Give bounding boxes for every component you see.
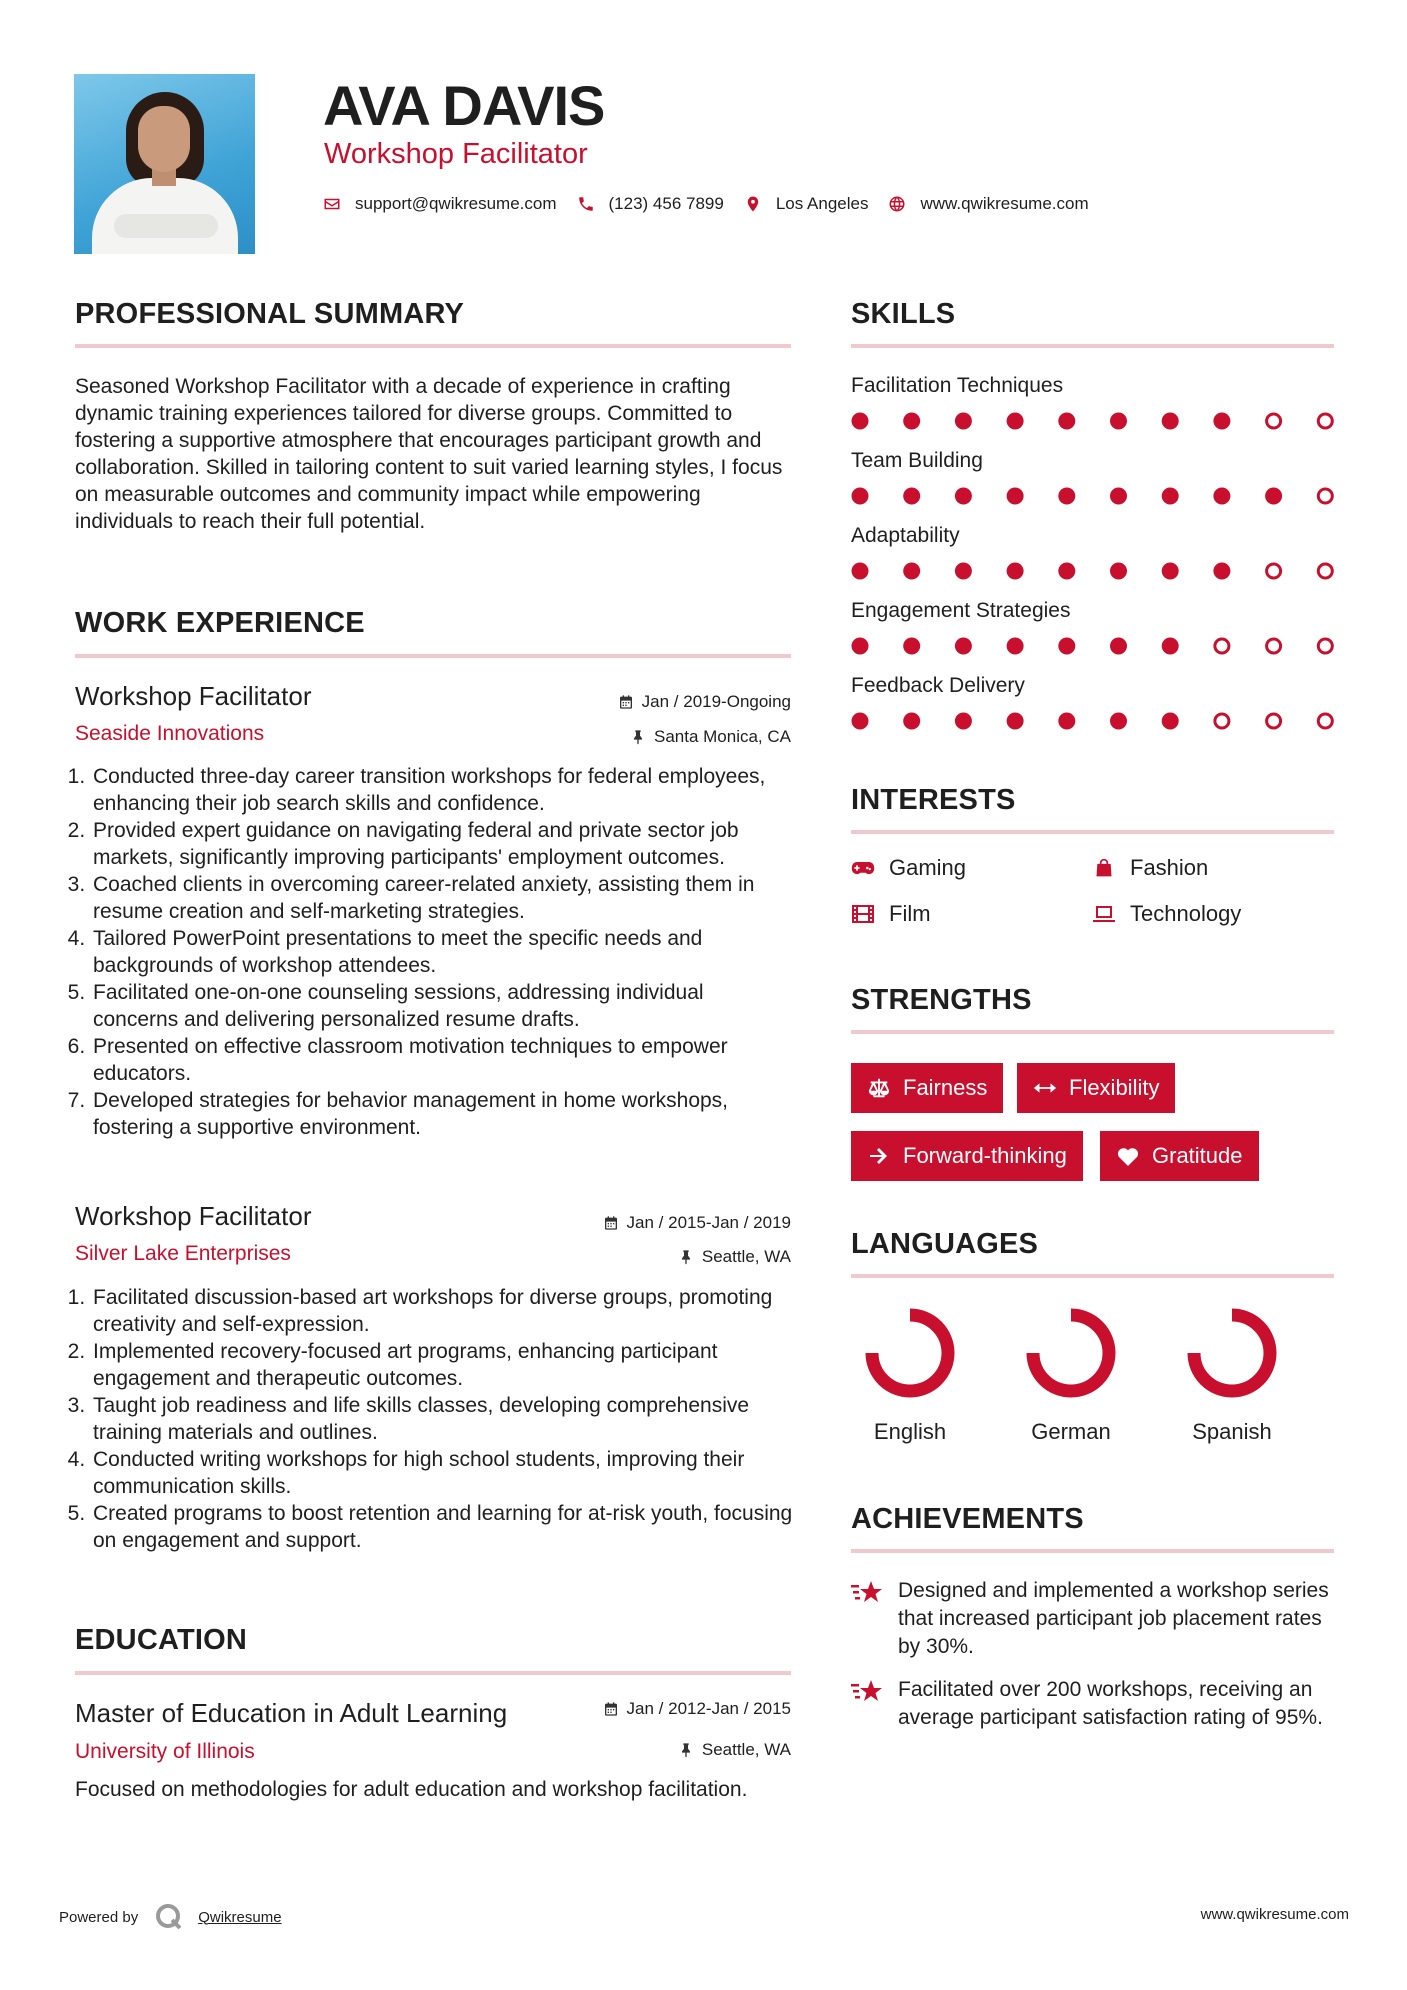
achievement-text: Designed and implemented a workshop series that increased participant job placement rates by 30%. [898, 1579, 1329, 1658]
rating-dot-filled [1058, 413, 1075, 430]
job-title: Workshop Facilitator [75, 681, 312, 711]
list-item: 3. Coached clients in overcoming career-related anxiety, assisting them in resume creation and self-marketing strategies. [91, 871, 793, 925]
rating-dot-filled [1162, 488, 1179, 505]
company-name: Seaside Innovations [75, 722, 265, 745]
interests-heading: INTERESTS [851, 784, 1016, 816]
email-text: support@qwikresume.com [355, 194, 557, 213]
calendar-icon [618, 694, 634, 710]
list-item: 4. Conducted writing workshops for high school students, improving their communication skills. [91, 1446, 793, 1500]
language-arc [1194, 1315, 1270, 1391]
rating-dot-filled [1110, 488, 1127, 505]
job-location [678, 1247, 791, 1267]
rating-dot-empty [1318, 489, 1332, 503]
rating-dot-filled [903, 713, 920, 730]
section-divider [851, 344, 1334, 348]
star-trophy-icon [851, 1579, 885, 1609]
list-item: 6. Presented on effective classroom motivation techniques to empower educators. [91, 1033, 793, 1087]
rating-dot-empty [1215, 639, 1229, 653]
job-location-text: Seattle, WA [701, 1247, 791, 1266]
job-dates [618, 692, 791, 712]
skill-rating [851, 636, 1334, 656]
strength-label: Fairness [903, 1075, 988, 1100]
list-item: 5. Facilitated one-on-one counseling sessions, addressing individual concerns and delivering personalized resume drafts. [91, 979, 793, 1033]
rating-dot-filled [1058, 563, 1075, 580]
rating-dot-filled [1058, 488, 1075, 505]
summary-heading: PROFESSIONAL SUMMARY [75, 298, 465, 330]
rating-dot-filled [1058, 638, 1075, 655]
skill-name: Adaptability [851, 524, 960, 547]
rating-dot-filled [852, 713, 869, 730]
gamepad-icon [851, 858, 875, 878]
rating-dot-filled [1162, 413, 1179, 430]
education-dates [603, 1699, 791, 1719]
education-location-text: Seattle, WA [701, 1740, 791, 1759]
job-dates-text: Jan / 2019-Ongoing [641, 692, 791, 711]
achievement-text: Facilitated over 200 workshops, receiving an average participant satisfaction rating of 95%. [898, 1678, 1323, 1729]
language-item [1177, 1305, 1287, 1445]
skill-name: Facilitation Techniques [851, 374, 1064, 397]
strengths-heading: STRENGTHS [851, 984, 1032, 1016]
strength-label: Flexibility [1069, 1075, 1160, 1100]
rating-dot-filled [903, 563, 920, 580]
map-pin-icon [744, 195, 762, 213]
skill-rating [851, 411, 1334, 431]
shopping-bag-icon [1092, 858, 1116, 878]
experience-heading: WORK EXPERIENCE [75, 607, 365, 639]
strength-chip [851, 1063, 1003, 1113]
list-item: 2. Provided expert guidance on navigating federal and private sector job markets, significantly improving participants' employment outcomes. [91, 817, 793, 871]
rating-dot-filled [1162, 563, 1179, 580]
rating-dot-filled [1213, 488, 1230, 505]
candidate-role: Workshop Facilitator [324, 138, 588, 170]
rating-dot-empty [1318, 564, 1332, 578]
degree-title: Master of Education in Adult Learning [75, 1698, 508, 1728]
arrows-horizontal-icon [1033, 1077, 1057, 1099]
job-bullets [73, 763, 793, 1141]
job-location-text: Santa Monica, CA [653, 727, 791, 746]
list-item: 4. Tailored PowerPoint presentations to meet the specific needs and backgrounds of workshop attendees. [91, 925, 793, 979]
globe-icon [888, 195, 906, 213]
arrow-right-icon [867, 1145, 891, 1167]
language-item [855, 1305, 965, 1445]
brand-link[interactable]: Qwikresume [198, 1908, 282, 1926]
rating-dot-filled [1007, 563, 1024, 580]
language-name: German [1031, 1419, 1111, 1444]
skill-name: Team Building [851, 449, 983, 472]
language-arc [872, 1315, 948, 1391]
phone-icon [577, 195, 595, 213]
section-divider [851, 830, 1334, 834]
rating-dot-filled [1213, 413, 1230, 430]
envelope-icon [323, 195, 341, 213]
skill-rating [851, 561, 1334, 581]
rating-dot-filled [955, 488, 972, 505]
footer-website[interactable]: www.qwikresume.com [1200, 1906, 1349, 1923]
star-trophy-icon [851, 1678, 885, 1708]
strength-chip [1017, 1063, 1175, 1113]
rating-dot-filled [955, 638, 972, 655]
skill-rating [851, 486, 1334, 506]
phone-text: (123) 456 7899 [608, 194, 724, 213]
language-gauge [1023, 1305, 1119, 1401]
rating-dot-filled [1007, 488, 1024, 505]
rating-dot-empty [1318, 714, 1332, 728]
languages-heading: LANGUAGES [851, 1228, 1039, 1260]
interest-label: Gaming [889, 855, 967, 880]
rating-dot-filled [955, 413, 972, 430]
profile-photo [74, 74, 255, 254]
interest-film [851, 901, 931, 927]
language-gauge [862, 1305, 958, 1401]
rating-dot-filled [1110, 638, 1127, 655]
education-heading: EDUCATION [75, 1624, 248, 1656]
rating-dot-empty [1267, 639, 1281, 653]
language-item [1016, 1305, 1126, 1445]
rating-dot-empty [1267, 564, 1281, 578]
company-name: Silver Lake Enterprises [75, 1242, 291, 1265]
summary-text: Seasoned Workshop Facilitator with a decade of experience in crafting dynamic training experiences tailored for diverse groups. Committed to fostering a supportive atmosphere that encourages participant growth and collaboration. Skilled in tailoring content to suit varied learning styles, I focus on measurable outcomes and community impact while empowering individuals to reach their full potential. [75, 375, 783, 533]
rating-dot-filled [1162, 713, 1179, 730]
rating-dot-filled [955, 563, 972, 580]
strength-label: Forward-thinking [903, 1143, 1067, 1168]
rating-dot-empty [1318, 639, 1332, 653]
interest-technology [1092, 901, 1241, 927]
rating-dot-filled [852, 488, 869, 505]
rating-dot-filled [1162, 638, 1179, 655]
list-item: 2. Implemented recovery-focused art programs, enhancing participant engagement and therapeutic outcomes. [91, 1338, 793, 1392]
thumbtack-icon [630, 729, 646, 745]
rating-dot-empty [1215, 714, 1229, 728]
rating-dot-filled [903, 413, 920, 430]
list-item: 1. Conducted three-day career transition workshops for federal employees, enhancing their job search skills and confidence. [91, 763, 793, 817]
rating-dot-filled [1007, 413, 1024, 430]
achievements-heading: ACHIEVEMENTS [851, 1503, 1084, 1535]
rating-dot-empty [1267, 714, 1281, 728]
education-description: Focused on methodologies for adult education and workshop facilitation. [75, 1778, 748, 1801]
skill-name: Engagement Strategies [851, 599, 1071, 622]
section-divider [851, 1549, 1334, 1553]
laptop-icon [1092, 904, 1116, 924]
qwikresume-logo-icon [154, 1902, 184, 1932]
job-title: Workshop Facilitator [75, 1201, 312, 1231]
rating-dot-filled [1058, 713, 1075, 730]
school-name: University of Illinois [75, 1740, 255, 1763]
list-item: 5. Created programs to boost retention and learning for at-risk youth, focusing on engagement and support. [91, 1500, 793, 1554]
location-text: Los Angeles [775, 194, 869, 213]
interest-gaming [851, 855, 966, 881]
section-divider [851, 1274, 1334, 1278]
rating-dot-filled [903, 638, 920, 655]
achievement-item [851, 1676, 1341, 1732]
footer-powered-by [59, 1902, 282, 1932]
strength-chip [1100, 1131, 1259, 1181]
education-location [678, 1740, 791, 1760]
section-divider [75, 344, 791, 348]
powered-by-label: Powered by [59, 1908, 139, 1926]
website-text: www.qwikresume.com [920, 194, 1089, 213]
job-dates-text: Jan / 2015-Jan / 2019 [626, 1213, 791, 1232]
rating-dot-filled [852, 413, 869, 430]
thumbtack-icon [678, 1742, 694, 1758]
skill-rating [851, 711, 1334, 731]
skills-heading: SKILLS [851, 298, 956, 330]
calendar-icon [603, 1701, 619, 1717]
language-gauge [1184, 1305, 1280, 1401]
strength-chip [851, 1131, 1083, 1181]
job-dates [603, 1213, 791, 1233]
contact-bar [323, 194, 1109, 214]
contact-email[interactable] [323, 194, 557, 214]
language-name: English [873, 1419, 947, 1444]
contact-website[interactable] [888, 194, 1088, 214]
job-bullets [73, 1284, 793, 1554]
rating-dot-filled [955, 713, 972, 730]
candidate-name: AVA DAVIS [323, 74, 605, 137]
interest-label: Technology [1130, 901, 1242, 926]
contact-location [744, 194, 869, 214]
strength-label: Gratitude [1152, 1143, 1243, 1168]
rating-dot-filled [1265, 488, 1282, 505]
calendar-icon [603, 1215, 619, 1231]
interest-fashion [1092, 855, 1208, 881]
interest-label: Fashion [1130, 855, 1209, 880]
rating-dot-filled [1007, 638, 1024, 655]
skill-name: Feedback Delivery [851, 674, 1025, 697]
list-item: 1. Facilitated discussion-based art workshops for diverse groups, promoting creativity and self-expression. [91, 1284, 793, 1338]
rating-dot-filled [1213, 563, 1230, 580]
education-dates-text: Jan / 2012-Jan / 2015 [626, 1699, 791, 1718]
achievement-item [851, 1577, 1341, 1661]
list-item: 3. Taught job readiness and life skills classes, developing comprehensive training materials and outlines. [91, 1392, 793, 1446]
rating-dot-filled [1110, 713, 1127, 730]
section-divider [75, 1671, 791, 1675]
rating-dot-filled [852, 638, 869, 655]
rating-dot-empty [1318, 414, 1332, 428]
balance-scale-icon [867, 1077, 891, 1099]
heart-icon [1116, 1145, 1140, 1167]
rating-dot-filled [852, 563, 869, 580]
interest-label: Film [889, 901, 931, 926]
film-icon [851, 904, 875, 924]
section-divider [851, 1030, 1334, 1034]
rating-dot-filled [1007, 713, 1024, 730]
list-item: 7. Developed strategies for behavior management in home workshops, fostering a supportive environment. [91, 1087, 793, 1141]
contact-phone[interactable] [577, 194, 724, 214]
rating-dot-empty [1267, 414, 1281, 428]
language-arc [1033, 1315, 1109, 1391]
rating-dot-filled [1110, 413, 1127, 430]
job-location [630, 727, 791, 747]
thumbtack-icon [678, 1249, 694, 1265]
rating-dot-filled [903, 488, 920, 505]
language-name: Spanish [1192, 1419, 1272, 1444]
rating-dot-filled [1110, 563, 1127, 580]
section-divider [75, 654, 791, 658]
